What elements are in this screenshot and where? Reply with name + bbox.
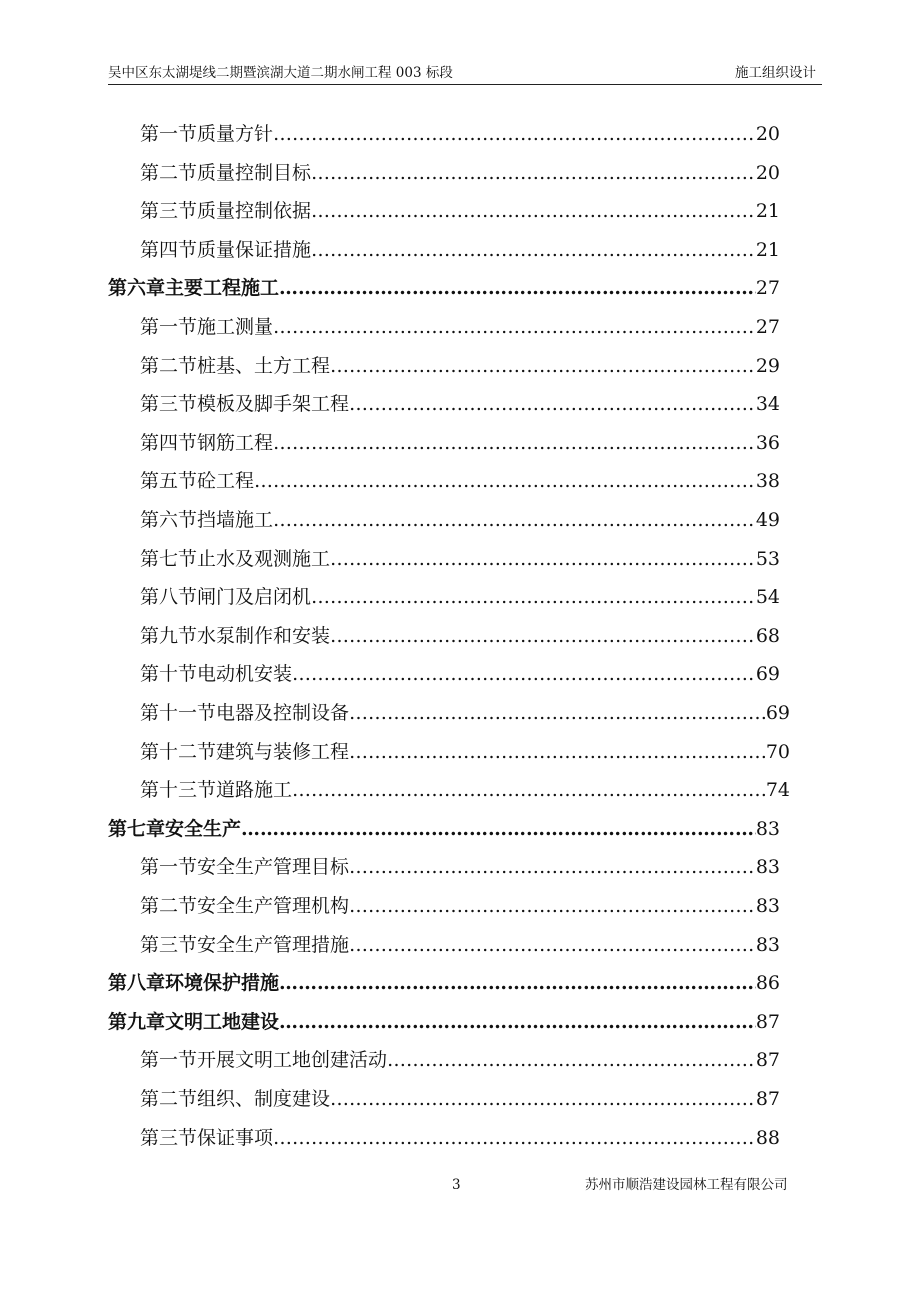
toc-dot-leader: [349, 926, 756, 964]
toc-dot-leader: [311, 192, 756, 230]
toc-entry[interactable]: [140, 308, 780, 346]
toc-dot-leader: [279, 269, 756, 307]
toc-entry-title: 道路施工: [216, 779, 293, 802]
toc-entry-page: 20: [755, 123, 780, 145]
toc-entry[interactable]: [140, 771, 790, 809]
toc-entry-number: 第三节: [140, 933, 198, 956]
toc-dot-leader: [273, 424, 756, 462]
toc-entry-title: 施工测量: [197, 316, 274, 338]
toc-dot-leader: [349, 848, 756, 886]
toc-entry-number: 第二节: [140, 354, 198, 377]
page-header: [108, 62, 822, 85]
toc-entry-number: 第七节: [140, 547, 198, 570]
toc-entry-number: 第三节: [140, 200, 198, 223]
toc-chapter-number: 第八章: [108, 972, 166, 995]
toc-dot-leader: [330, 540, 756, 578]
toc-entry-page: 88: [755, 1126, 780, 1149]
toc-entry-number: 第六节: [140, 509, 198, 531]
toc-entry-title: 质量保证措施: [197, 238, 312, 261]
page-footer: [0, 1174, 920, 1196]
toc-chapter-page: 86: [755, 972, 780, 995]
toc-entry-number: 第四节: [140, 431, 198, 454]
toc-dot-leader: [254, 462, 756, 500]
toc-entry-page: 21: [755, 238, 780, 261]
toc-entry-title: 开展文明工地创建活动: [197, 1049, 388, 1072]
toc-entry-page: 74: [765, 779, 790, 802]
toc-entry-page: 21: [755, 200, 780, 223]
toc-entry[interactable]: [140, 154, 780, 192]
toc-entry-page: 49: [755, 509, 780, 531]
toc-entry-page: 29: [755, 354, 780, 377]
toc-entry-page: 36: [755, 431, 780, 454]
toc-entry-page: 53: [755, 547, 780, 570]
toc-entry-title: 电器及控制设备: [216, 702, 350, 724]
toc-entry-title: 组织、制度建设: [197, 1088, 331, 1110]
toc-entry[interactable]: [140, 926, 780, 964]
toc-chapter-title: 主要工程施工: [165, 277, 280, 300]
toc-dot-leader: [292, 771, 766, 809]
toc-entry[interactable]: [140, 848, 780, 886]
toc-entry[interactable]: [140, 192, 780, 230]
toc-dot-leader: [349, 385, 756, 423]
toc-chapter[interactable]: [108, 269, 780, 307]
toc-entry[interactable]: [140, 462, 780, 500]
toc-entry[interactable]: [140, 1119, 780, 1157]
toc-entry[interactable]: [140, 501, 780, 539]
toc-entry[interactable]: [140, 887, 780, 925]
toc-dot-leader: [273, 115, 756, 153]
toc-entry-title: 安全生产管理目标: [197, 856, 350, 879]
toc-entry-title: 建筑与装修工程: [216, 740, 350, 763]
toc-chapter-title: 环境保护措施: [165, 972, 280, 995]
toc-entry-page: 83: [755, 856, 780, 879]
toc-dot-leader: [387, 1041, 756, 1079]
toc-entry-number: 第九节: [140, 624, 198, 647]
toc-entry-number: 第十节: [140, 663, 198, 686]
toc-entry[interactable]: [140, 424, 780, 462]
toc-chapter-page: 87: [755, 1010, 780, 1033]
toc-dot-leader: [349, 733, 766, 771]
toc-entry-title: 质量控制依据: [197, 200, 312, 223]
toc-dot-leader: [330, 347, 756, 385]
toc-dot-leader: [349, 887, 756, 925]
toc-entry-title: 质量控制目标: [197, 161, 312, 184]
toc-entry-number: 第四节: [140, 238, 198, 261]
toc-chapter-number: 第九章: [108, 1010, 166, 1033]
toc-entry-number: 第三节: [140, 393, 198, 416]
toc-dot-leader: [273, 1119, 756, 1157]
toc-entry[interactable]: [140, 115, 780, 153]
toc-entry-title: 挡墙施工: [197, 509, 274, 531]
toc-entry-title: 质量方针: [197, 123, 274, 145]
toc-dot-leader: [279, 1003, 756, 1041]
toc-chapter-number: 第七章: [108, 817, 166, 840]
toc-entry-number: 第三节: [140, 1126, 198, 1149]
toc-entry-number: 第二节: [140, 161, 198, 184]
toc-entry-title: 保证事项: [197, 1126, 274, 1149]
toc-entry-number: 第十一节: [140, 702, 217, 724]
toc-dot-leader: [292, 655, 756, 693]
toc-entry-page: 38: [755, 470, 780, 493]
toc-entry-number: 第八节: [140, 586, 198, 609]
toc-entry[interactable]: [140, 1041, 780, 1079]
toc-dot-leader: [241, 810, 756, 848]
project-title: 吴中区东太湖堤线二期暨滨湖大道二期水闸工程 003 标段: [108, 65, 453, 81]
toc-entry-page: 68: [755, 624, 780, 647]
toc-entry[interactable]: [140, 578, 780, 616]
toc-entry-page: 83: [755, 933, 780, 956]
toc-entry-page: 87: [755, 1049, 780, 1072]
toc-entry[interactable]: [140, 540, 780, 578]
toc-entry-number: 第一节: [140, 316, 198, 338]
document-type: 施工组织设计: [735, 65, 816, 81]
toc-chapter[interactable]: [108, 810, 780, 848]
toc-entry-title: 闸门及启闭机: [197, 586, 312, 609]
toc-entry-title: 钢筋工程: [197, 431, 274, 454]
toc-entry-title: 砼工程: [197, 470, 255, 493]
toc-entry-number: 第一节: [140, 856, 198, 879]
toc-entry-page: 69: [755, 663, 780, 686]
toc-entry[interactable]: [140, 347, 780, 385]
toc-entry[interactable]: [140, 1080, 780, 1118]
toc-entry-number: 第二节: [140, 895, 198, 917]
toc-chapter-title: 安全生产: [165, 817, 242, 840]
toc-entry[interactable]: [140, 617, 780, 655]
toc-dot-leader: [273, 501, 756, 539]
toc-dot-leader: [330, 1080, 756, 1118]
toc-entry-title: 安全生产管理措施: [197, 933, 350, 956]
toc-entry-page: 70: [765, 740, 790, 763]
toc-entry-title: 水泵制作和安装: [197, 624, 331, 647]
toc-entry-title: 电动机安装: [197, 663, 293, 686]
toc-dot-leader: [330, 617, 756, 655]
toc-entry-number: 第一节: [140, 1049, 198, 1072]
toc-entry-page: 83: [755, 895, 780, 917]
toc-entry-page: 27: [755, 316, 780, 338]
toc-entry-title: 止水及观测施工: [197, 547, 331, 570]
toc-dot-leader: [279, 964, 756, 1002]
toc-chapter-page: 83: [755, 817, 780, 840]
toc-dot-leader: [311, 154, 756, 192]
toc-entry-number: 第十二节: [140, 740, 217, 763]
toc-entry-title: 安全生产管理机构: [197, 895, 350, 917]
toc-chapter-title: 文明工地建设: [165, 1010, 280, 1033]
toc-chapter[interactable]: [108, 964, 780, 1002]
toc-entry-number: 第二节: [140, 1088, 198, 1110]
toc-entry-page: 54: [755, 586, 780, 609]
toc-chapter[interactable]: [108, 1003, 780, 1041]
toc-entry-page: 69: [765, 702, 790, 724]
toc-entry-page: 20: [755, 161, 780, 184]
toc-dot-leader: [349, 694, 766, 732]
toc-entry[interactable]: [140, 733, 790, 771]
toc-entry-title: 桩基、土方工程: [197, 354, 331, 377]
toc-chapter-number: 第六章: [108, 277, 166, 300]
page-number: 3: [452, 1177, 461, 1193]
toc-dot-leader: [311, 231, 756, 269]
toc-entry[interactable]: [140, 694, 790, 732]
toc-entry-title: 模板及脚手架工程: [197, 393, 350, 416]
toc-entry[interactable]: [140, 385, 780, 423]
toc-entry[interactable]: [140, 231, 780, 269]
toc-entry-page: 34: [755, 393, 780, 416]
toc-chapter-page: 27: [755, 277, 780, 300]
toc-entry-number: 第一节: [140, 123, 198, 145]
toc-entry-number: 第五节: [140, 470, 198, 493]
toc-entry-page: 87: [755, 1088, 780, 1110]
toc-entry-number: 第十三节: [140, 779, 217, 802]
toc-entry[interactable]: [140, 655, 780, 693]
toc-dot-leader: [311, 578, 756, 616]
toc-dot-leader: [273, 308, 756, 346]
company-name: 苏州市顺浩建设园林工程有限公司: [585, 1177, 788, 1193]
